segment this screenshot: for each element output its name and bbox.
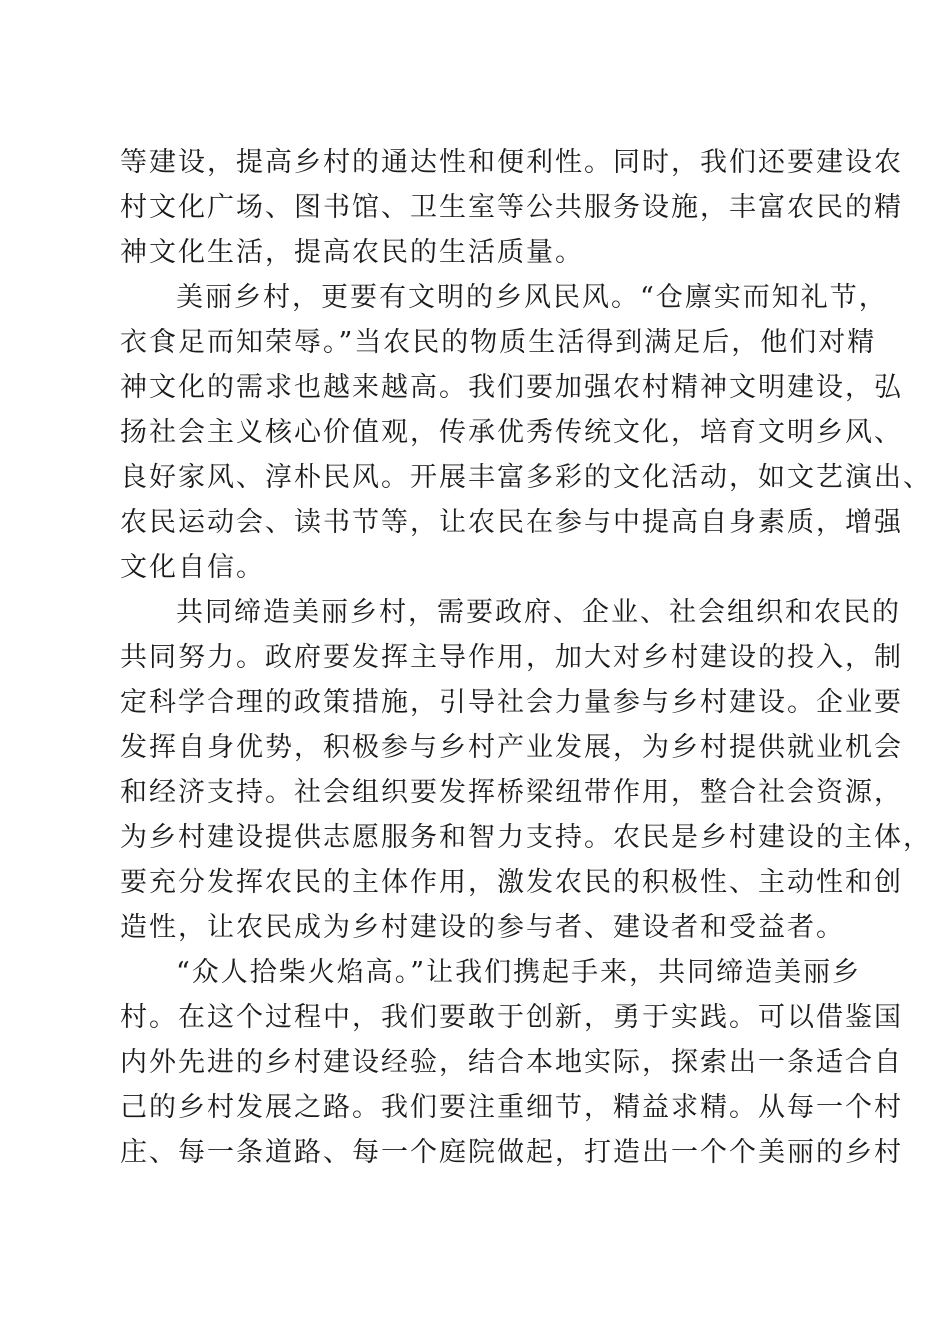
- document-body: [120, 140, 932, 1175]
- text-line: 良好家风、淳朴民风。开展丰富多彩的文化活动，如文艺演出、: [120, 462, 932, 493]
- paragraph-start-line: 共同缔造美丽乡村，需要政府、企业、社会组织和农民的: [176, 597, 901, 628]
- paragraph-start-line: 美丽乡村，更要有文明的乡风民风。“仓廪实而知礼节，: [176, 282, 888, 313]
- text-line: 村。在这个过程中，我们要敢于创新，勇于实践。可以借鉴国: [120, 1002, 903, 1033]
- text-line: 农民运动会、读书节等，让农民在参与中提高自身素质，增强: [120, 507, 903, 538]
- text-line: 文化自信。: [120, 552, 265, 583]
- text-line: 庄、每一条道路、每一个庭院做起，打造出一个个美丽的乡村: [120, 1137, 903, 1168]
- text-line: 等建设，提高乡村的通达性和便利性。同时，我们还要建设农: [120, 147, 903, 178]
- text-line: 内外先进的乡村建设经验，结合本地实际，探索出一条适合自: [120, 1047, 903, 1078]
- text-line: 扬社会主义核心价值观，传承优秀传统文化，培育文明乡风、: [120, 417, 903, 448]
- text-line: 发挥自身优势，积极参与乡村产业发展，为乡村提供就业机会: [120, 732, 903, 763]
- text-line: 村文化广场、图书馆、卫生室等公共服务设施，丰富农民的精: [120, 192, 903, 223]
- text-line: 造性，让农民成为乡村建设的参与者、建设者和受益者。: [120, 912, 845, 943]
- paragraph-start-line: “众人拾柴火焰高。”让我们携起手来，共同缔造美丽乡: [176, 957, 862, 988]
- text-line: 共同努力。政府要发挥主导作用，加大对乡村建设的投入，制: [120, 642, 903, 673]
- text-line: 和经济支持。社会组织要发挥桥梁纽带作用，整合社会资源，: [120, 777, 903, 808]
- text-line: 衣食足而知荣辱。”当农民的物质生活得到满足后，他们对精: [120, 327, 877, 358]
- text-line: 要充分发挥农民的主体作用，激发农民的积极性、主动性和创: [120, 867, 903, 898]
- text-line: 定科学合理的政策措施，引导社会力量参与乡村建设。企业要: [120, 687, 903, 718]
- text-line: 神文化的需求也越来越高。我们要加强农村精神文明建设，弘: [120, 372, 903, 403]
- text-line: 为乡村建设提供志愿服务和智力支持。农民是乡村建设的主体，: [120, 822, 932, 853]
- text-line: 己的乡村发展之路。我们要注重细节，精益求精。从每一个村: [120, 1092, 903, 1123]
- text-line: 神文化生活，提高农民的生活质量。: [120, 237, 584, 268]
